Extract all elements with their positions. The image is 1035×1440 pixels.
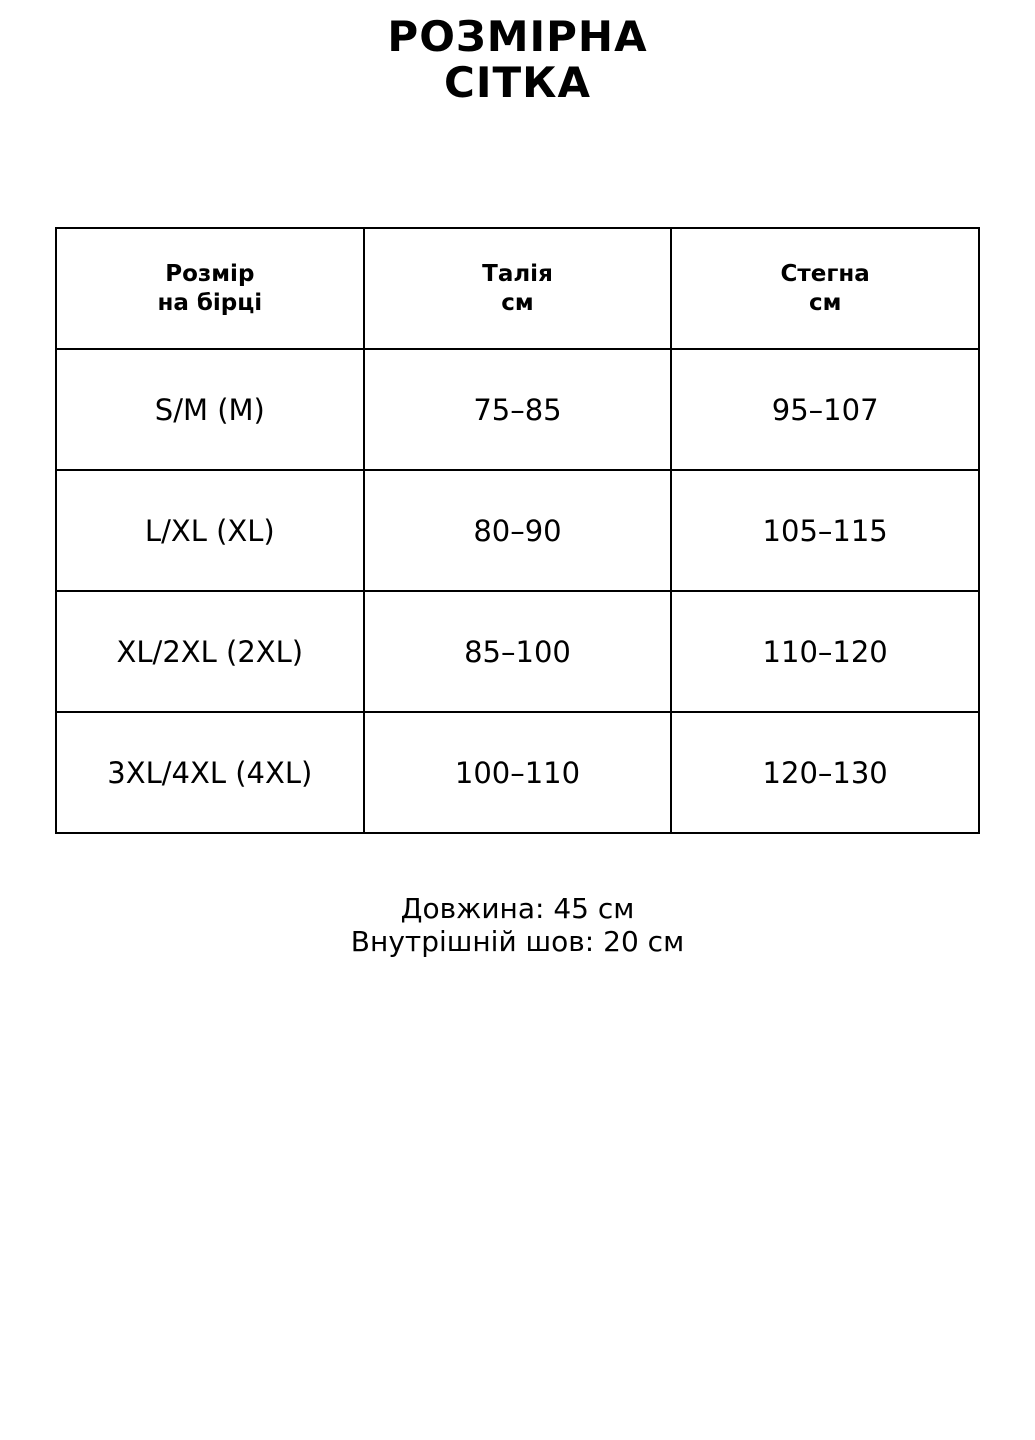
cell-hips: 95–107 <box>671 349 979 470</box>
cell-hips: 120–130 <box>671 712 979 833</box>
inseam-note: Внутрішній шов: 20 см <box>350 925 685 958</box>
cell-waist: 75–85 <box>364 349 672 470</box>
table-row <box>56 470 979 591</box>
length-note: Довжина: 45 см <box>400 892 635 925</box>
cell-waist: 100–110 <box>364 712 672 833</box>
table-row <box>56 349 979 470</box>
header-size-label: Розмір <box>165 260 255 287</box>
header-waist-label: Талія <box>482 260 553 287</box>
cell-waist: 80–90 <box>364 470 672 591</box>
cell-hips: 110–120 <box>671 591 979 712</box>
header-hips-label: Стегна <box>780 260 870 287</box>
size-table <box>55 227 980 834</box>
table-header-row <box>56 228 979 349</box>
header-size-sublabel: на бірці <box>157 289 263 316</box>
cell-size: S/M (M) <box>56 349 364 470</box>
table-row <box>56 591 979 712</box>
table-row <box>56 712 979 833</box>
header-waist <box>364 228 672 349</box>
cell-size: 3XL/4XL (4XL) <box>56 712 364 833</box>
cell-size: XL/2XL (2XL) <box>56 591 364 712</box>
page-title <box>0 14 1035 106</box>
header-waist-unit: см <box>501 289 534 316</box>
cell-waist: 85–100 <box>364 591 672 712</box>
cell-size: L/XL (XL) <box>56 470 364 591</box>
header-hips-unit: см <box>808 289 842 316</box>
page-title-line-1: РОЗМІРНА <box>387 12 648 61</box>
cell-hips: 105–115 <box>671 470 979 591</box>
page-title-line-2: СІТКА <box>444 58 591 107</box>
header-hips <box>671 228 979 349</box>
measurement-notes <box>0 892 1035 958</box>
header-size-on-tag <box>56 228 364 349</box>
